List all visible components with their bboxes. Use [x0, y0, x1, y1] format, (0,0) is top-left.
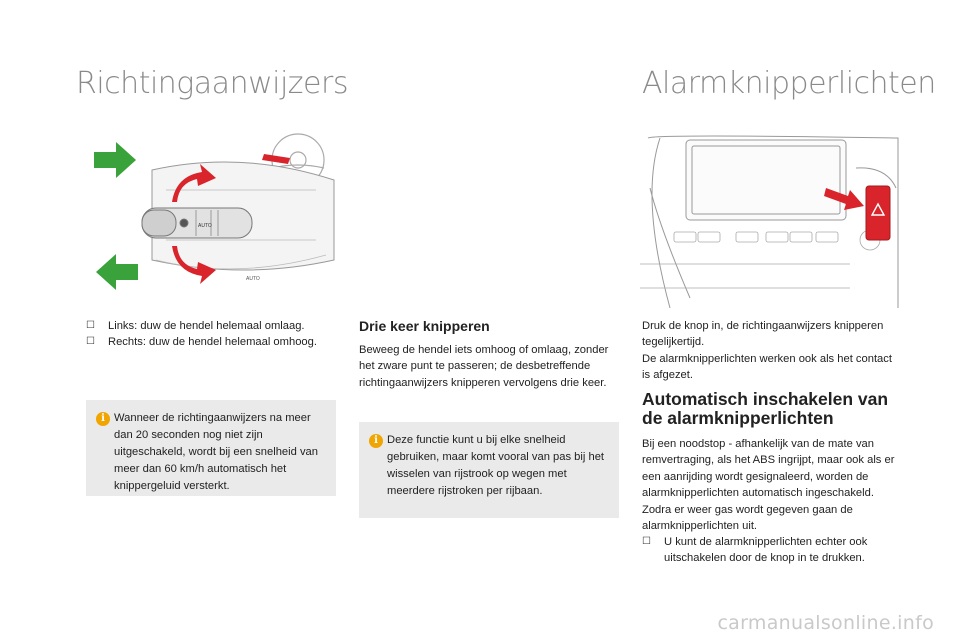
info-text: Deze functie kunt u bij elke snelheid gebruiken, maar komt vooral van pas bij het wisselen van rijstrook op wegen met meerdere rijstroken per rijbaan.	[387, 434, 605, 497]
hazard-instructions	[642, 534, 910, 567]
stalk-auto-label: AUTO	[198, 223, 212, 229]
green-arrow-right-icon	[94, 142, 136, 178]
red-pointer-small-icon	[262, 154, 290, 164]
checkbox-bullet-icon: ☐	[642, 536, 651, 547]
checkbox-bullet-icon: ☐	[86, 320, 95, 331]
info-box-lane-change	[359, 422, 619, 518]
dashboard-sketch	[648, 136, 898, 308]
info-icon: i	[369, 434, 383, 448]
turn-signal-instructions	[86, 318, 336, 350]
section-title-hazard-lights: Alarmknipperlichten	[642, 66, 936, 101]
green-arrow-left-icon	[96, 254, 138, 290]
turn-signal-stalk-illustration	[86, 130, 338, 305]
heading-automatic-hazard: Automatisch inschakelen van de alarmknipperlichten	[642, 389, 889, 428]
paragraph-three-flashes: Beweeg de hendel iets omhoog of omlaag, zonder het zware punt te passeren; de desbetreffende richtingaanwijzers knipperen vervolgens drie keer.	[359, 344, 609, 389]
paragraph-automatic-hazard: Bij een noodstop - afhankelijk van de mate van remvertraging, als het ABS ingrijpt, maar ook als er een aanrijding wordt gesignaleerd, worden de alarmknipperlichten automatisch ingeschakeld. Zodra er weer gas wordt gegeven gaan de alarmknipperlichten uit.	[642, 438, 895, 533]
list-item: ☐ U kunt de alarmknipperlichten echter ook uitschakelen door de knop in te drukken.	[642, 536, 868, 565]
climate-buttons	[640, 230, 880, 288]
checkbox-bullet-icon: ☐	[86, 336, 95, 347]
info-box-volume	[86, 400, 336, 496]
list-item: ☐ Rechts: duw de hendel helemaal omhoog.	[86, 336, 317, 348]
list-item: ☐ Links: duw de hendel helemaal omlaag.	[86, 320, 305, 332]
section-title-turn-signals: Richtingaanwijzers	[76, 66, 348, 101]
info-text: Wanneer de richtingaanwijzers na meer dan 20 seconden nog niet zijn uitgeschakeld, wordt bij een snelheid van meer dan 60 km/h automatisch het knippergeluid versterkt.	[114, 412, 318, 492]
paragraph-hazard-button: Druk de knop in, de richtingaanwijzers knipperen tegelijkertijd. De alarmknipperlichten werken ook als het contact is afgezet.	[642, 320, 892, 382]
watermark: carmanualsonline.info	[717, 612, 934, 634]
stalk-auto-lower-label: AUTO	[246, 276, 260, 282]
hazard-button-illustration	[640, 128, 906, 308]
stalk-lever	[142, 208, 252, 238]
heading-three-flashes: Drie keer knipperen	[359, 318, 490, 334]
info-icon: i	[96, 412, 110, 426]
hazard-button-icon	[866, 186, 890, 240]
